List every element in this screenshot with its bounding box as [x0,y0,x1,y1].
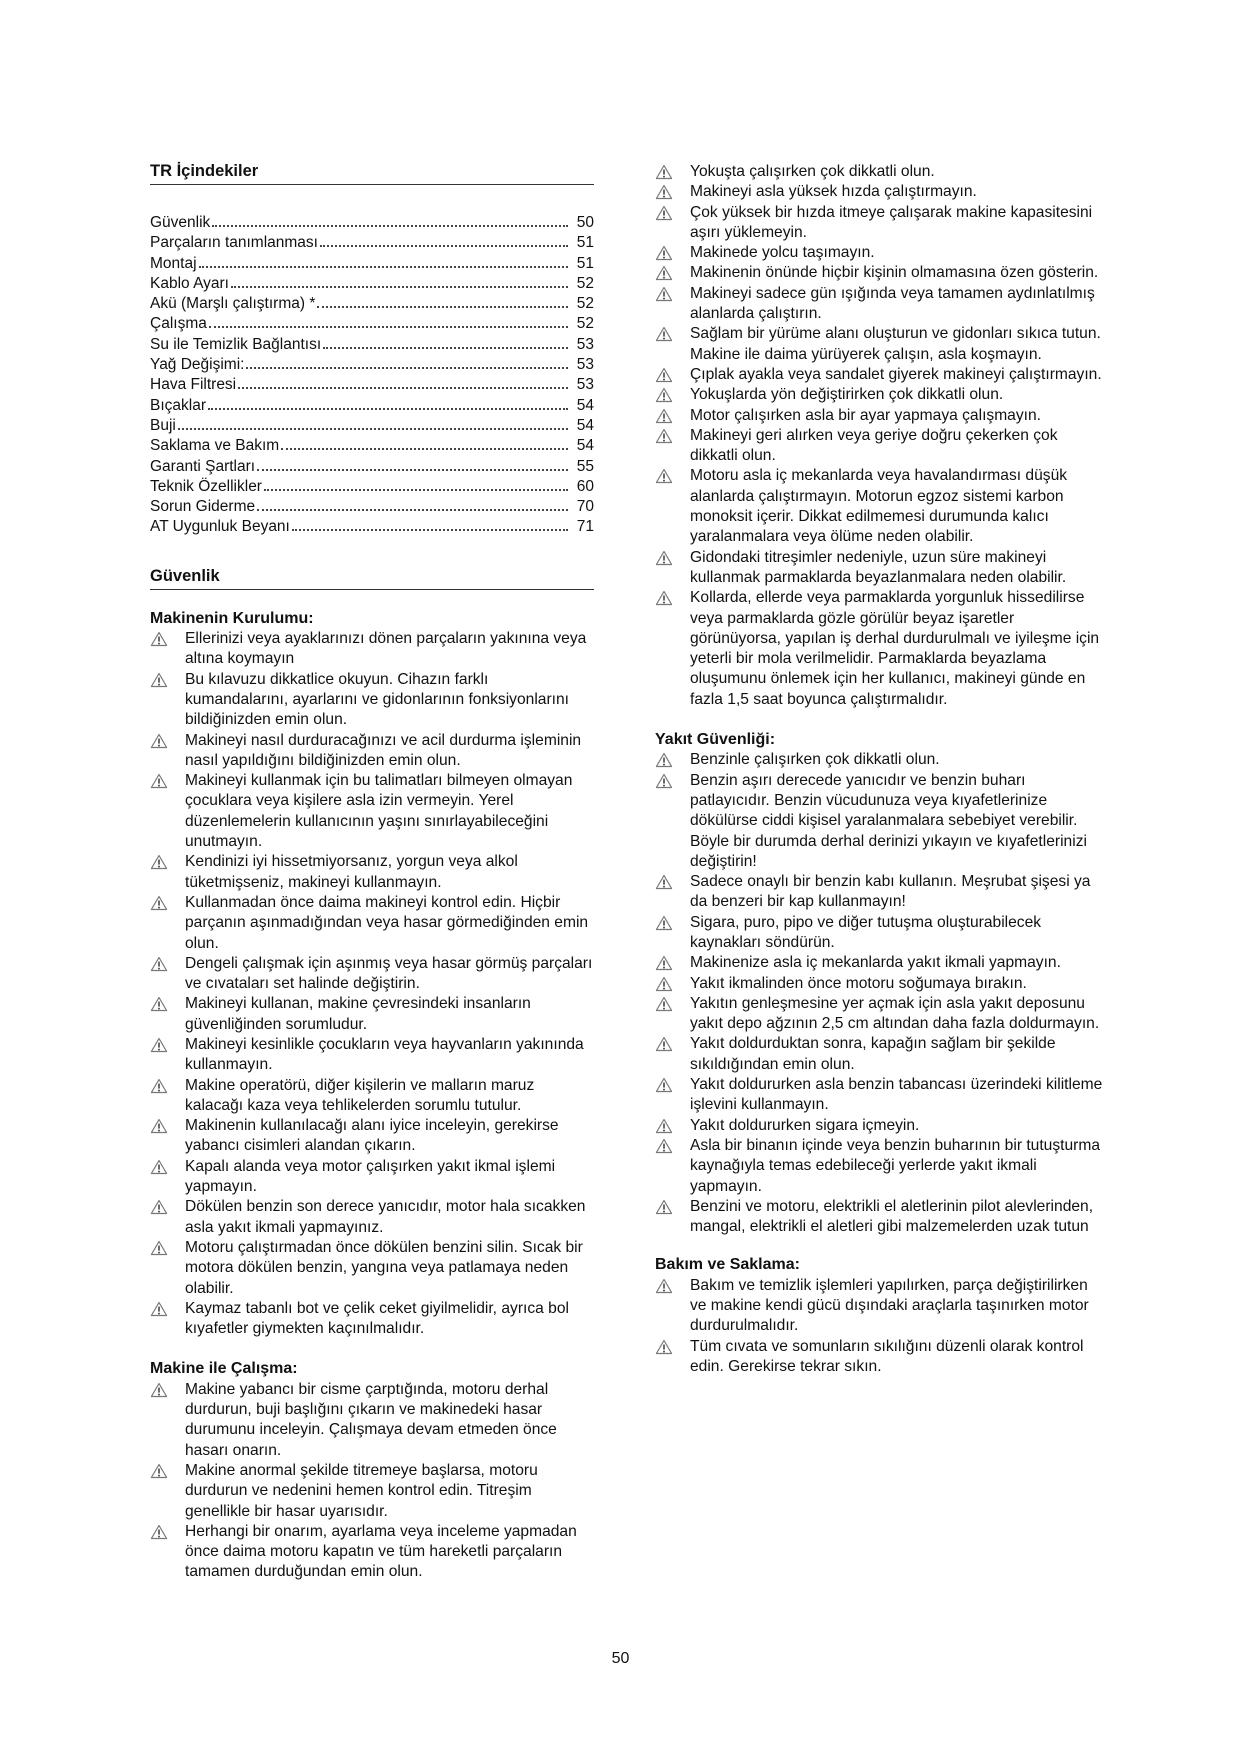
toc-entry [150,355,594,375]
warning-text: Sağlam bir yürüme alanı oluşturun ve gidonları sıkıca tutun. Makine ile daima yürüyerek çalışın, asla koşmayın. [690,325,1101,363]
toc-entry-label: Çalışma [150,315,207,333]
warning-text: Makinede yolcu taşımayın. [690,244,875,262]
warning-triangle-icon [150,1240,168,1256]
warning-item [655,974,1105,994]
toc-entry-label: Kablo Ayarı [150,274,229,292]
warning-item [655,182,1105,202]
warning-item [655,162,1105,182]
warning-item [655,872,1105,913]
warning-text: Tüm cıvata ve somunların sıkılığını düzenli olarak kontrol edin. Gerekirse tekrar sıkın. [690,1337,1084,1375]
toc-entry-page: 51 [576,234,594,252]
warning-triangle-icon [655,1199,673,1215]
toc-entry [150,335,594,355]
warning-item [655,1136,1105,1197]
warning-triangle-icon [655,874,673,890]
warning-triangle-icon [150,631,168,647]
toc-entry-page: 55 [576,457,594,475]
warning-triangle-icon [655,428,673,444]
warning-item [655,203,1105,244]
warning-triangle-icon [655,1077,673,1093]
toc-entry-page: 51 [576,254,594,272]
warning-item [655,1034,1105,1075]
warning-item [655,426,1105,467]
warning-text: Sadece onaylı bir benzin kabı kullanın. Meşrubat şişesi ya da benzeri bir kap kullanmayın! [690,873,1091,911]
warning-triangle-icon [655,265,673,281]
warning-item [150,1238,594,1299]
toc-entry-label: AT Uygunluk Beyanı [150,518,290,536]
toc-entry [150,517,594,537]
toc-entry [150,233,594,253]
toc-entry-page: 54 [576,396,594,414]
warning-text: Sigara, puro, pipo ve diğer tutuşma oluşturabilecek kaynakları söndürün. [690,913,1042,951]
warning-triangle-icon [655,955,673,971]
toc-leader-dots [264,489,568,491]
warning-text: Makineyi kullanmak için bu talimatları bilmeyen olmayan çocuklara veya kişilere asla izin vermeyin. Yerel düzenlemelerin kullanıcının yaşını sınırlayabileceğini unutmayın. [185,772,573,851]
warning-triangle-icon [150,854,168,870]
warning-item [655,324,1105,365]
toc-leader-dots [323,347,568,349]
toc-entry-label: Saklama ve Bakım [150,437,280,455]
warning-triangle-icon [655,996,673,1012]
toc-leader-dots [317,306,568,308]
toc-entry-page: 53 [576,335,594,353]
toc-entry-page: 52 [576,315,594,333]
toc-entry [150,477,594,497]
warning-text: Motor çalışırken asla bir ayar yapmaya çalışmayın. [690,406,1041,424]
warning-item [655,263,1105,283]
warning-item [655,1276,1105,1337]
toc-entry-label: Akü (Marşlı çalıştırma) * [150,295,316,313]
warning-text: Yakıt doldururken asla benzin tabancası üzerindeki kilitleme işlevini kullanmayın. [690,1076,1103,1114]
toc-entry [150,375,594,395]
warning-item [150,954,594,995]
warning-triangle-icon [655,590,673,606]
toc-entry-page: 53 [576,356,594,374]
warning-item [150,893,594,954]
warning-triangle-icon [655,1138,673,1154]
warning-triangle-icon [655,205,673,221]
warning-text: Makinenin önünde hiçbir kişinin olmamasına özen gösterin. [690,264,1099,282]
warning-text: Yakıt doldururken sigara içmeyin. [690,1116,920,1134]
warning-text: Yokuşta çalışırken çok dikkatli olun. [690,163,935,180]
warning-triangle-icon [150,956,168,972]
warning-text: Asla bir binanın içinde veya benzin buharının bir tutuşturma kaynağıyla temas edebileceği yerlerde yakıt ikmali yapmayın. [690,1136,1101,1195]
warning-text: Ellerinizi veya ayaklarınızı dönen parçaların yakınına veya altına koymayın [185,630,587,668]
warning-triangle-icon [150,895,168,911]
warning-triangle-icon [150,1037,168,1053]
warning-item [150,731,594,772]
warning-item [655,1197,1105,1238]
toc-entry [150,254,594,274]
warning-triangle-icon [150,773,168,789]
warning-triangle-icon [655,367,673,383]
warning-triangle-icon [150,733,168,749]
warning-text: Makineyi kullanan, makine çevresindeki insanların güvenliğinden sorumludur. [185,995,531,1033]
fuel-warnings [655,750,1105,1237]
warning-text: Makineyi kesinlikle çocukların veya hayvanların yakınında kullanmayın. [185,1035,584,1074]
warning-item [150,629,594,670]
warning-item [150,852,594,893]
toc-entry [150,396,594,416]
safety-title: Güvenlik [150,565,594,590]
warning-item [150,1157,594,1198]
warning-text: Gidondaki titreşimler nedeniyle, uzun süre makineyi kullanmak parmaklarda beyazlanmalara neden olabilir. [690,548,1067,586]
toc-leader-dots [208,408,568,410]
toc-list [150,213,594,538]
toc-entry [150,457,594,477]
warning-triangle-icon [655,387,673,403]
warning-triangle-icon [150,1524,168,1540]
working-heading: Makine ile Çalışma: [150,1360,298,1378]
warning-text: Yakıt ikmalinden önce motoru soğumaya bırakın. [690,974,1027,992]
page-number: 50 [611,1650,630,1667]
warning-triangle-icon [150,1463,168,1479]
warning-item [655,385,1105,405]
toc-leader-dots [209,326,568,328]
warning-text: Kaymaz tabanlı bot ve çelik ceket giyilmelidir, ayrıca bol kıyafetler giymekten kaçınılmalıdır. [185,1299,569,1338]
warning-text: Motoru çalıştırmadan önce dökülen benzini silin. Sıcak bir motora dökülen benzin, yangına veya patlamaya neden olabilir. [185,1238,583,1297]
warning-item [150,1035,594,1076]
toc-entry-label: Hava Filtresi [150,376,237,394]
warning-triangle-icon [655,245,673,261]
warning-triangle-icon [655,326,673,342]
toc-entry-label: Montaj [150,254,197,272]
warning-triangle-icon [655,550,673,566]
warning-text: Kapalı alanda veya motor çalışırken yakıt ikmal işlemi yapmayın. [185,1157,556,1196]
warning-text: Dökülen benzin son derece yanıcıdır, motor hala sıcakken asla yakıt ikmali yapmayınız. [185,1198,586,1236]
toc-entry-label: Su ile Temizlik Bağlantısı [150,335,322,353]
warning-text: Makineyi sadece gün ışığında veya tamamen aydınlatılmış alanlarda çalıştırın. [690,284,1095,323]
warning-text: Kendinizi iyi hissetmiyorsanız, yorgun veya alkol tüketmişseniz, makineyi kullanmayın. [185,853,518,891]
warning-item [655,913,1105,954]
toc-entry-label: Yağ Değişimi: [150,356,245,374]
warning-item [655,588,1105,710]
toc-leader-dots [178,428,568,430]
toc-entry-page: 50 [576,214,594,231]
warning-text: Benzinle çalışırken çok dikkatli olun. [690,751,940,769]
warning-text: Herhangi bir onarım, ayarlama veya inceleme yapmadan önce daima motoru kapatın ve tüm hareketli parçaların tamamen durduğundan emin olun. [185,1522,577,1581]
toc-leader-dots [231,286,568,288]
toc-entry-label: Buji [150,416,176,434]
warning-text: Bakım ve temizlik işlemleri yapılırken, parça değiştirilirken ve makine kendi gücü dışındaki araçlarla taşınırken motor durdurulmalıdır. [690,1276,1089,1335]
warning-text: Makineyi geri alırken veya geriye doğru çekerken çok dikkatli olun. [690,426,1058,465]
warning-item [150,994,594,1035]
toc-leader-dots [246,367,568,369]
warning-triangle-icon [150,1159,168,1175]
setup-heading: Makinenin Kurulumu: [150,609,314,627]
warning-item [150,670,594,731]
warning-item [150,771,594,852]
warning-triangle-icon [655,286,673,302]
toc-entry [150,497,594,517]
warning-triangle-icon [150,996,168,1012]
warning-triangle-icon [655,773,673,789]
warning-text: Makinenin kullanılacağı alanı iyice inceleyin, gerekirse yabancı cisimleri alandan çıkarın. [185,1117,559,1155]
warning-text: Bu kılavuzu dikkatlice okuyun. Cihazın farklı kumandalarını, ayarlarını ve gidonlarının fonksiyonlarını bildiğinizden emin olun. [185,670,569,729]
toc-entry [150,314,594,334]
toc-entry-label: Sorun Giderme [150,498,256,516]
warning-item [655,771,1105,872]
warning-item [655,1337,1105,1378]
warning-triangle-icon [655,1278,673,1294]
warning-triangle-icon [150,1382,168,1398]
warning-triangle-icon [655,752,673,768]
toc-entry-label: Teknik Özellikler [150,477,262,495]
toc-entry [150,213,594,233]
warning-item [150,1380,594,1461]
warning-triangle-icon [655,468,673,484]
warning-text: Çıplak ayakla veya sandalet giyerek makineyi çalıştırmayın. [690,365,1102,383]
warning-triangle-icon [150,1199,168,1215]
warning-item [655,365,1105,385]
warning-item [655,466,1105,547]
warning-text: Makineyi nasıl durduracağınızı ve acil durdurma işleminin nasıl yapıldığını bildiğinizden emin olun. [185,731,582,769]
warning-text: Yakıt doldurduktan sonra, kapağın sağlam bir şekilde sıkıldığından emin olun. [690,1035,1056,1073]
toc-title: TR İçindekiler [150,160,594,185]
maintenance-heading: Bakım ve Saklama: [655,1256,800,1274]
toc-entry [150,436,594,456]
toc-entry-page: 70 [576,498,594,516]
warning-item [150,1299,594,1340]
warning-item [655,548,1105,589]
warning-text: Yakıtın genleşmesine yer açmak için asla yakıt deposunu yakıt depo ağzının 2,5 cm altından daha fazla doldurmayın. [690,994,1100,1033]
warning-item [655,994,1105,1035]
warning-item [655,406,1105,426]
warning-item [655,953,1105,973]
warning-triangle-icon [655,915,673,931]
warning-text: Dengeli çalışmak için aşınmış veya hasar görmüş parçaları ve cıvataları set halinde değiştirin. [185,954,593,993]
warning-text: Benzin aşırı derecede yanıcıdır ve benzin buharı patlayıcıdır. Benzin vücudunuza veya kıyafetlerinize dökülürse ciddi kişisel yaralanmalara sebebiyet verebilir. Böyle bir durumda derhal derinizi yıkayın ve kıyafetlerinizi değiştirin! [690,771,1087,870]
toc-leader-dots [320,245,568,247]
toc-entry-label: Güvenlik [150,214,211,231]
warning-triangle-icon [655,1339,673,1355]
warning-text: Yokuşlarda yön değiştirirken çok dikkatli olun. [690,386,1004,404]
toc-entry [150,274,594,294]
warning-triangle-icon [150,1078,168,1094]
warning-text: Makine anormal şekilde titremeye başlarsa, motoru durdurun ve nedenini hemen kontrol edin. Titreşim genellikle bir hasar uyarısıdır. [185,1461,538,1520]
warning-triangle-icon [655,164,673,180]
toc-leader-dots [257,469,568,471]
warning-item [655,243,1105,263]
toc-entry-page: 60 [576,477,594,495]
warning-item [150,1197,594,1238]
toc-entry-page: 54 [576,437,594,455]
warning-triangle-icon [655,1036,673,1052]
warning-triangle-icon [150,1118,168,1134]
warning-item [150,1461,594,1522]
toc-entry-page: 71 [576,518,594,536]
warning-item [150,1076,594,1117]
toc-entry-page: 54 [576,416,594,434]
warning-text: Makine yabancı bir cisme çarptığında, motoru derhal durdurun, buji başlığını çıkarın ve makinedeki hasar durumunu inceleyin. Çalışmaya devam etmeden önce hasarı onarın. [185,1380,557,1459]
warning-text: Çok yüksek bir hızda itmeye çalışarak makine kapasitesini aşırı yüklemeyin. [690,203,1093,241]
warning-text: Makine operatörü, diğer kişilerin ve malların maruz kalacağı kaza veya tehlikelerden sorumlu tutulur. [185,1076,535,1114]
toc-entry [150,416,594,436]
left-column [150,160,594,1583]
toc-entry-label: Bıçaklar [150,396,206,414]
warning-item [655,1116,1105,1136]
toc-entry-label: Parçaların tanımlanması [150,234,318,252]
setup-warnings [150,629,594,1339]
warning-triangle-icon [655,184,673,200]
warning-text: Benzini ve motoru, elektrikli el aletlerinin pilot alevlerinden, mangal, elektrikli el aletleri gibi malzemelerden uzak tutun [690,1197,1094,1236]
toc-leader-dots [199,266,568,268]
warning-item [655,750,1105,770]
toc-leader-dots [238,387,568,389]
warning-item [150,1116,594,1157]
warning-triangle-icon [655,1118,673,1134]
warning-text: Makineyi asla yüksek hızda çalıştırmayın. [690,183,977,201]
warning-text: Kullanmadan önce daima makineyi kontrol edin. Hiçbir parçanın aşınmadığından veya hasar görmediğinden emin olun. [185,893,589,952]
fuel-heading: Yakıt Güvenliği: [655,731,776,749]
warning-text: Makinenize asla iç mekanlarda yakıt ikmali yapmayın. [690,954,1061,972]
warning-text: Kollarda, ellerde veya parmaklarda yorgunluk hissedilirse veya parmaklarda gözle görülür beyaz işaretler görünüyorsa, yapılan iş derhal durdurulmalı ve iyileşme için yeterli bir mola verilmelidir. Parmaklarda beyazlama oluşumunu önlemek için her kullanıcı, makineyi günde en fazla 1,5 saat boyunca çalıştırmalıdır. [690,589,1100,708]
toc-entry-label: Garanti Şartları [150,457,256,475]
toc-leader-dots [281,448,568,450]
warning-item [150,1522,594,1583]
warning-text: Motoru asla iç mekanlarda veya havalandırması düşük alanlarda çalıştırmayın. Motorun egzoz sistemi karbon monoksit içerir. Dikkat edilmemesi durumunda kalıcı yaralanmalara veya ölüme neden olabilir. [690,467,1068,546]
warning-triangle-icon [655,976,673,992]
toc-leader-dots [292,529,568,531]
warning-item [655,1075,1105,1116]
maintenance-warnings [655,1276,1105,1377]
working-warnings-left [150,1380,594,1583]
right-column [655,162,1105,1377]
toc-entry [150,294,594,314]
working-warnings-right [655,162,1105,710]
warning-triangle-icon [150,1301,168,1317]
toc-entry-page: 52 [576,295,594,313]
toc-leader-dots [212,225,568,227]
warning-triangle-icon [150,672,168,688]
warning-item [655,284,1105,325]
warning-triangle-icon [655,408,673,424]
toc-leader-dots [257,509,568,511]
toc-entry-page: 53 [576,376,594,394]
toc-entry-page: 52 [576,274,594,292]
